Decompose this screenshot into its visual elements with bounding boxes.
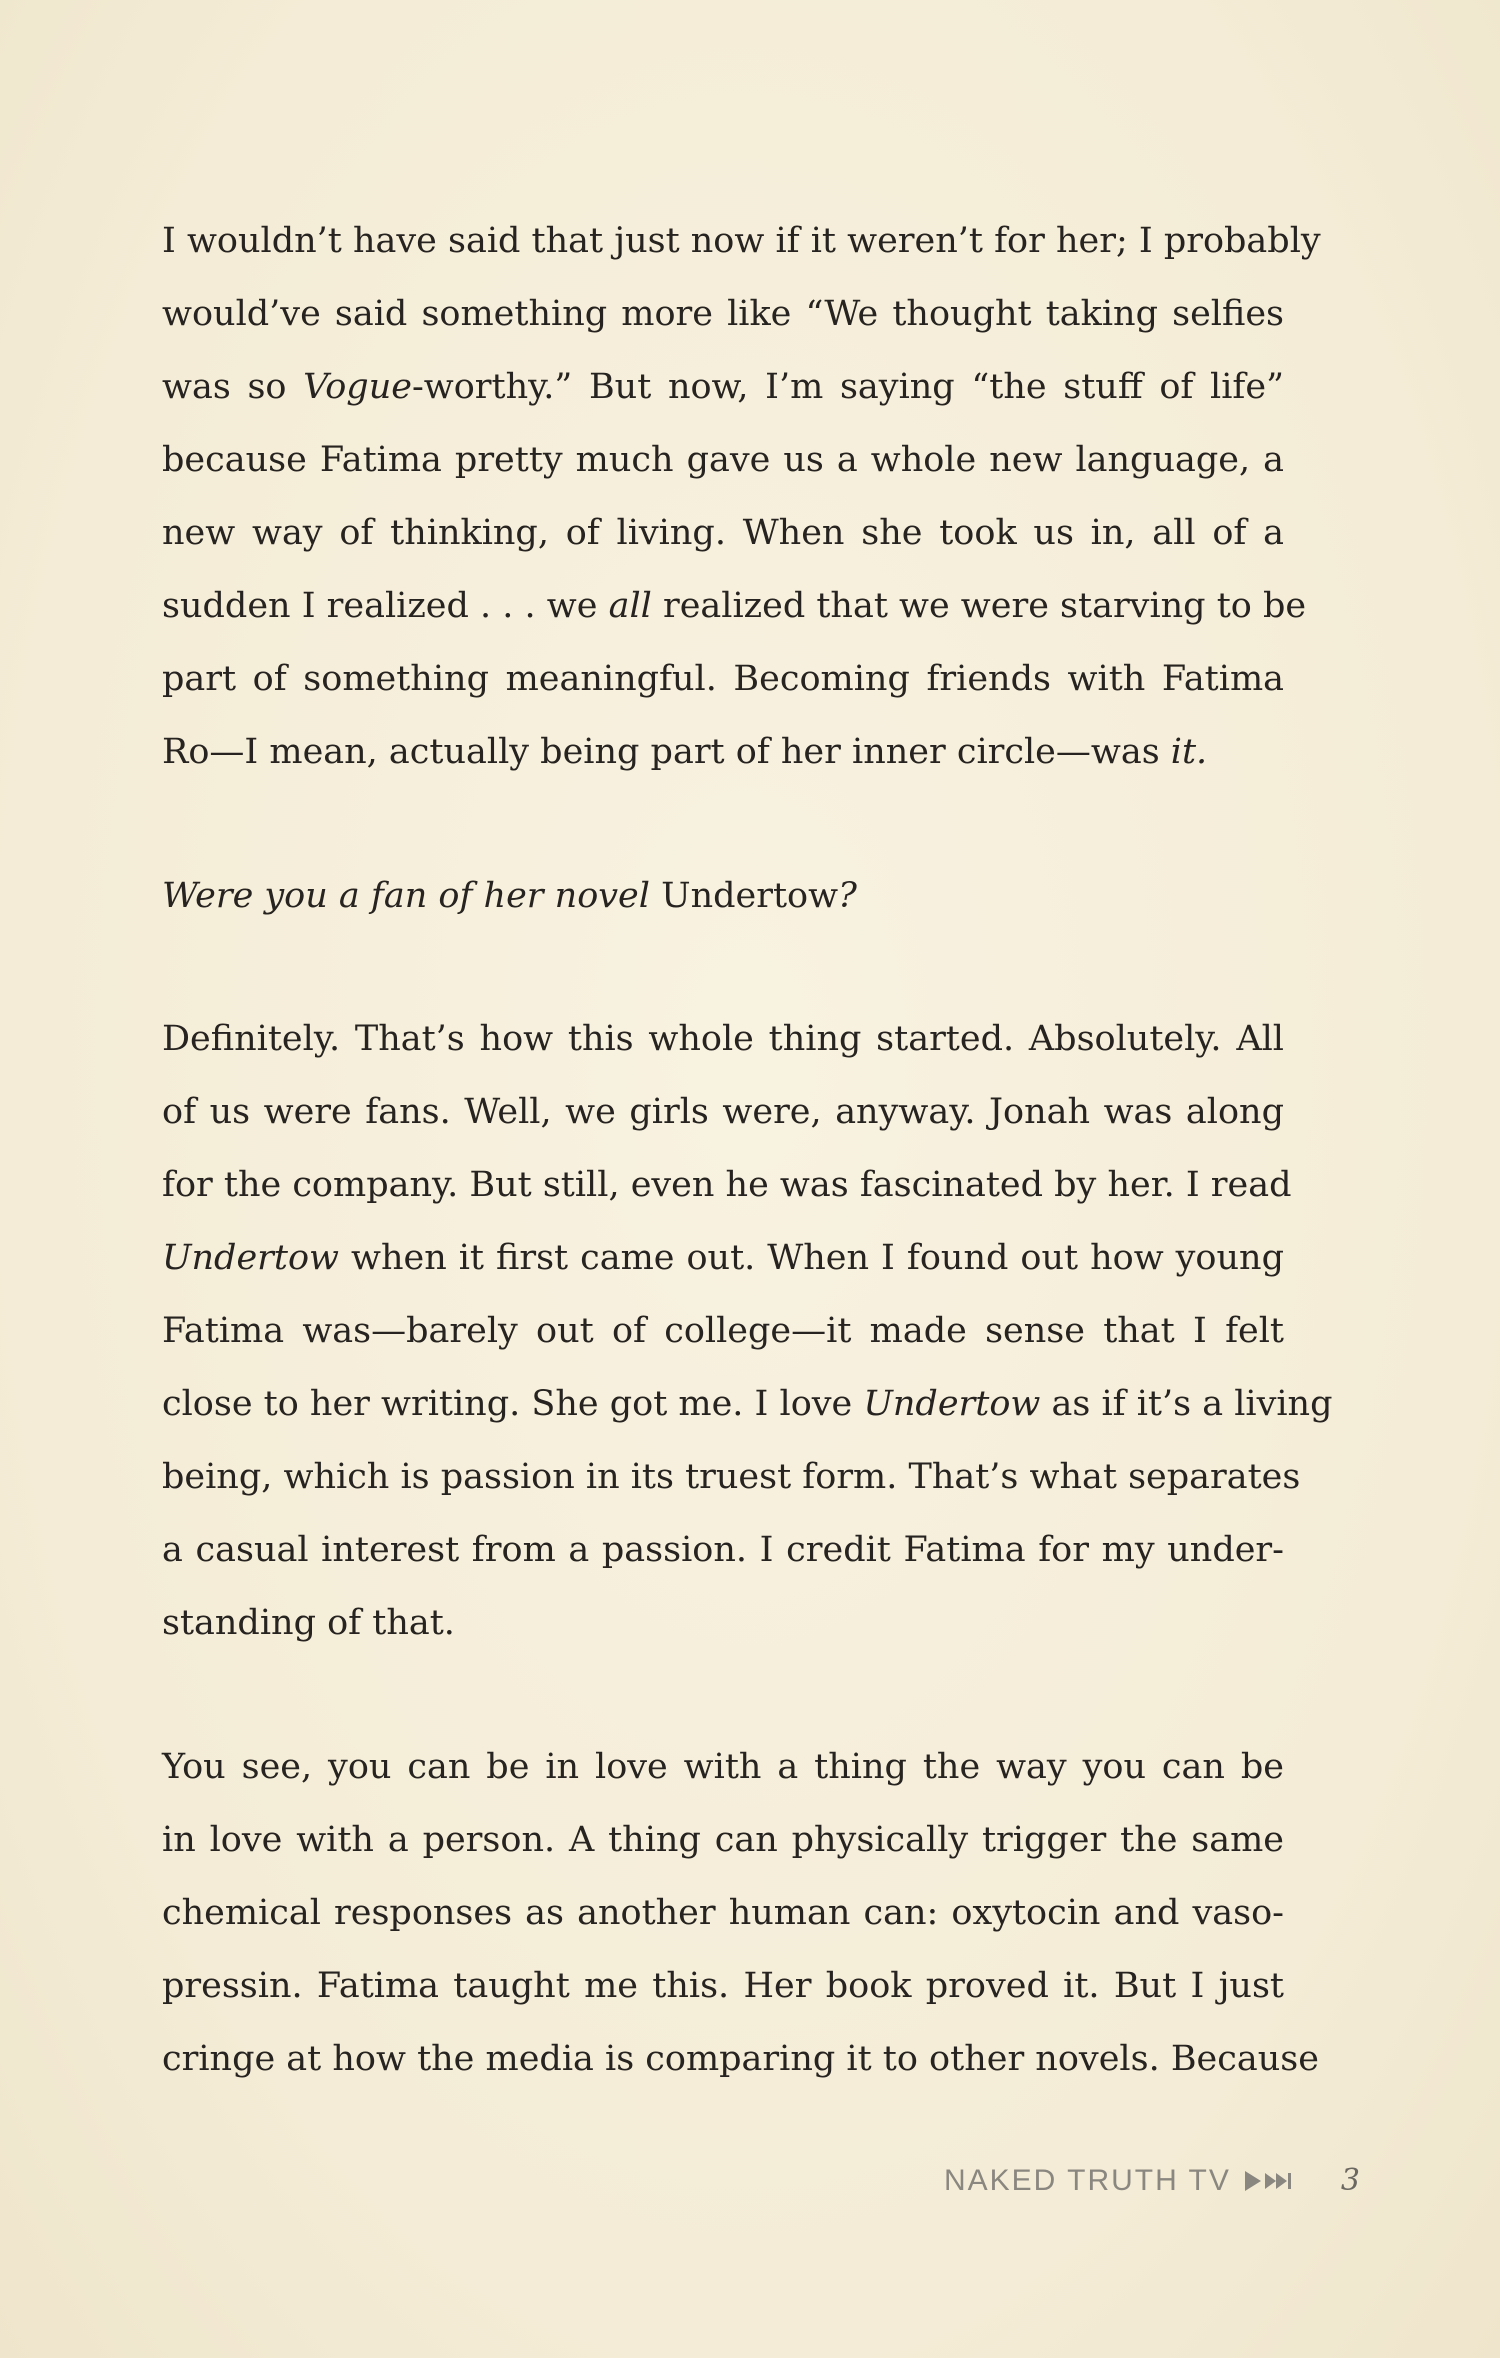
text-line: because Fatima pretty much gave us a whole new language, a [162,440,1284,480]
page-number: 3 [1340,2163,1360,2198]
paragraph-2 [162,1003,1333,1660]
italic-title: Undertow [863,1384,1041,1424]
book-title: Undertow [661,876,839,916]
text-line: for the company. But still, even he was fascinated by her. I read [162,1165,1292,1205]
text-line: sudden I realized . . . we all realized that we were starving to be [162,586,1307,626]
text-line: close to her writing. She got me. I love Undertow as if it’s a living [162,1384,1333,1424]
play-icon [1245,2171,1261,2191]
text-line: being, which is passion in its truest form. That’s what separates [162,1457,1301,1497]
text-line: standing of that. [162,1603,455,1643]
paragraph-3 [162,1731,1319,2096]
text-line: Fatima was—barely out of college—it made sense that I felt [162,1311,1284,1351]
text-line: Undertow when it first came out. When I found out how young [162,1238,1284,1278]
paragraph-1 [162,205,1321,789]
text-line: chemical responses as another human can: oxytocin and vaso- [162,1893,1284,1933]
text-line: I wouldn’t have said that just now if it weren’t for her; I probably [162,221,1321,261]
text-line: Ro—I mean, actually being part of her inner circle—was it. [162,732,1208,772]
italic-emphasis: all [608,586,652,626]
text-line: pressin. Fatima taught me this. Her book proved it. But I just [162,1966,1284,2006]
text-line: cringe at how the media is comparing it to other novels. Because [162,2039,1319,2079]
italic-title: Undertow [162,1238,339,1278]
text-line: would’ve said something more like “We thought taking selfies [162,294,1284,334]
text-line: new way of thinking, of living. When she took us in, all of a [162,513,1284,553]
text-line: in love with a person. A thing can physically trigger the same [162,1820,1284,1860]
text-line: a casual interest from a passion. I credit Fatima for my under- [162,1530,1284,1570]
interview-question [162,860,1284,933]
text-line: part of something meaningful. Becoming friends with Fatima [162,659,1284,699]
running-head: NAKED TRUTH TV [943,2163,1231,2197]
text-line: You see, you can be in love with a thing the way you can be [162,1747,1284,1787]
text-line: of us were fans. Well, we girls were, anyway. Jonah was along [162,1092,1284,1132]
media-icons [1245,2171,1291,2191]
italic-emphasis: it. [1170,732,1208,772]
fast-forward-icon [1265,2173,1291,2189]
italic-title: Vogue [303,367,412,407]
text-line: was so Vogue-worthy.” But now, I’m saying “the stuff of life” [162,367,1284,407]
text-line: Definitely. That’s how this whole thing started. Absolutely. All [162,1019,1284,1059]
text-line: Were you a fan of her novel Undertow? [162,876,857,916]
page-footer [944,2163,1360,2198]
